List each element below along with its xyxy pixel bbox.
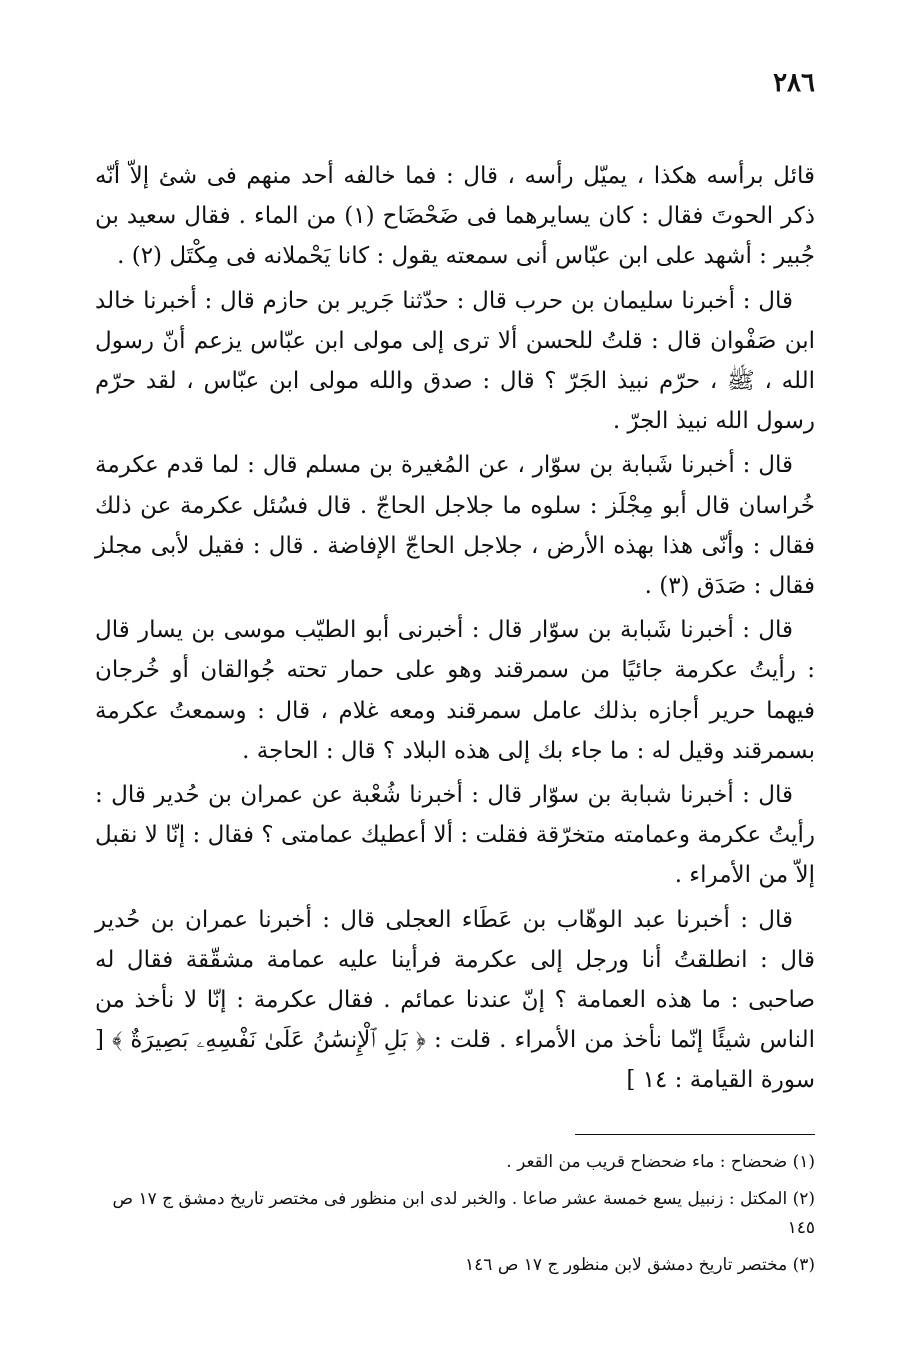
paragraph-5: قال : أخبرنا شبابة بن سوّار قال : أخبرنا شُعْبة عن عمران بن حُدير قال : رأيتُ عكرمة وعمامته متخرّقة فقلت : ألا أعطيك عمامتى ؟ فقال : إنّا لا نقبل إلاّ من الأمراء . [95, 782, 815, 889]
paragraph-1: قائل برأسه هكذا ، يميّل رأسه ، قال : فما خالفه أحد منهم فى شئ إلاّ أنّه ذكر الحوتَ فقال : كان يسايرهما فى ضَحْضَاح (١) من الماء . فقال سعيد بن جُبير : أشهد على ابن عبّاس أنى سمعته يقول : كانا يَحْملانه فى مِكْتَل (٢) . [95, 163, 815, 270]
footnote-2: (٢) المكتل : زنبيل يسع خمسة عشر صاعا . والخبر لدى ابن منظور فى مختصر تاريخ دمشق ج ١٧ ص ١٤٥ [112, 1189, 815, 1238]
page-number: ٢٨٦ [773, 68, 815, 98]
footnote-1: (١) ضحضاح : ماء ضحضاح قريب من القعر . [506, 1152, 815, 1172]
paragraph-4: قال : أخبرنا شَبابة بن سوّار قال : أخبرنى أبو الطيّب موسى بن يسار قال : رأيتُ عكرمة جائيًا من سمرقند وهو على حمار تحته جُوالقان أو خُرجان فيهما حرير أجازه بذلك عامل سمرقند ومعه غلام ، قال : وسمعتُ عكرمة بسمرقند وقيل له : ما جاء بك إلى هذه البلاد ؟ قال : الحاجة . [95, 617, 815, 764]
footnote-3: (٣) مختصر تاريخ دمشق لابن منظور ج ١٧ ص ١٤٦ [465, 1255, 815, 1275]
footnotes [95, 1148, 815, 1288]
paragraph-2: قال : أخبرنا سليمان بن حرب قال : حدّثنا جَرير بن حازم قال : أخبرنا خالد ابن صَفْوان قال : قلتُ للحسن ألا ترى إلى مولى ابن عبّاس يزعم أنّ رسول الله ، ﷺ ، حرّم نبيذ الجَرّ ؟ قال : صدق والله مولى ابن عبّاس ، لقد حرّم رسول الله نبيذ الجرّ . [95, 287, 815, 435]
paragraph-6: قال : أخبرنا عبد الوهّاب بن عَطَاء العجلى قال : أخبرنا عمران بن حُدير قال : انطلقتُ أنا ورجل إلى عكرمة فرأينا عليه عمامة مشقّقة فقال له صاحبى : ما هذه العمامة ؟ إنّ عندنا عمائم . فقال عكرمة : إنّا لا نأخذ من الناس شيئًا إنّما نأخذ من الأمراء . قلت : ﴿ بَلِ ٱلْإِنسَٰنُ عَلَىٰ نَفْسِهِۦ بَصِيرَةٌ ﴾ [ سورة القيامة : ١٤ ] [95, 906, 815, 1094]
main-text [95, 156, 815, 1105]
paragraph-3: قال : أخبرنا شَبابة بن سوّار ، عن المُغيرة بن مسلم قال : لما قدم عكرمة خُراسان قال أبو مِجْلَز : سلوه ما جلاجل الحاجّ . قال فسُئل عكرمة عن ذلك فقال : وأنّى هذا بهذه الأرض ، جلاجل الحاجّ الإفاضة . قال : فقيل لأبى مجلز فقال : صَدَق (٣) . [95, 452, 815, 600]
footnote-divider [575, 1134, 815, 1135]
